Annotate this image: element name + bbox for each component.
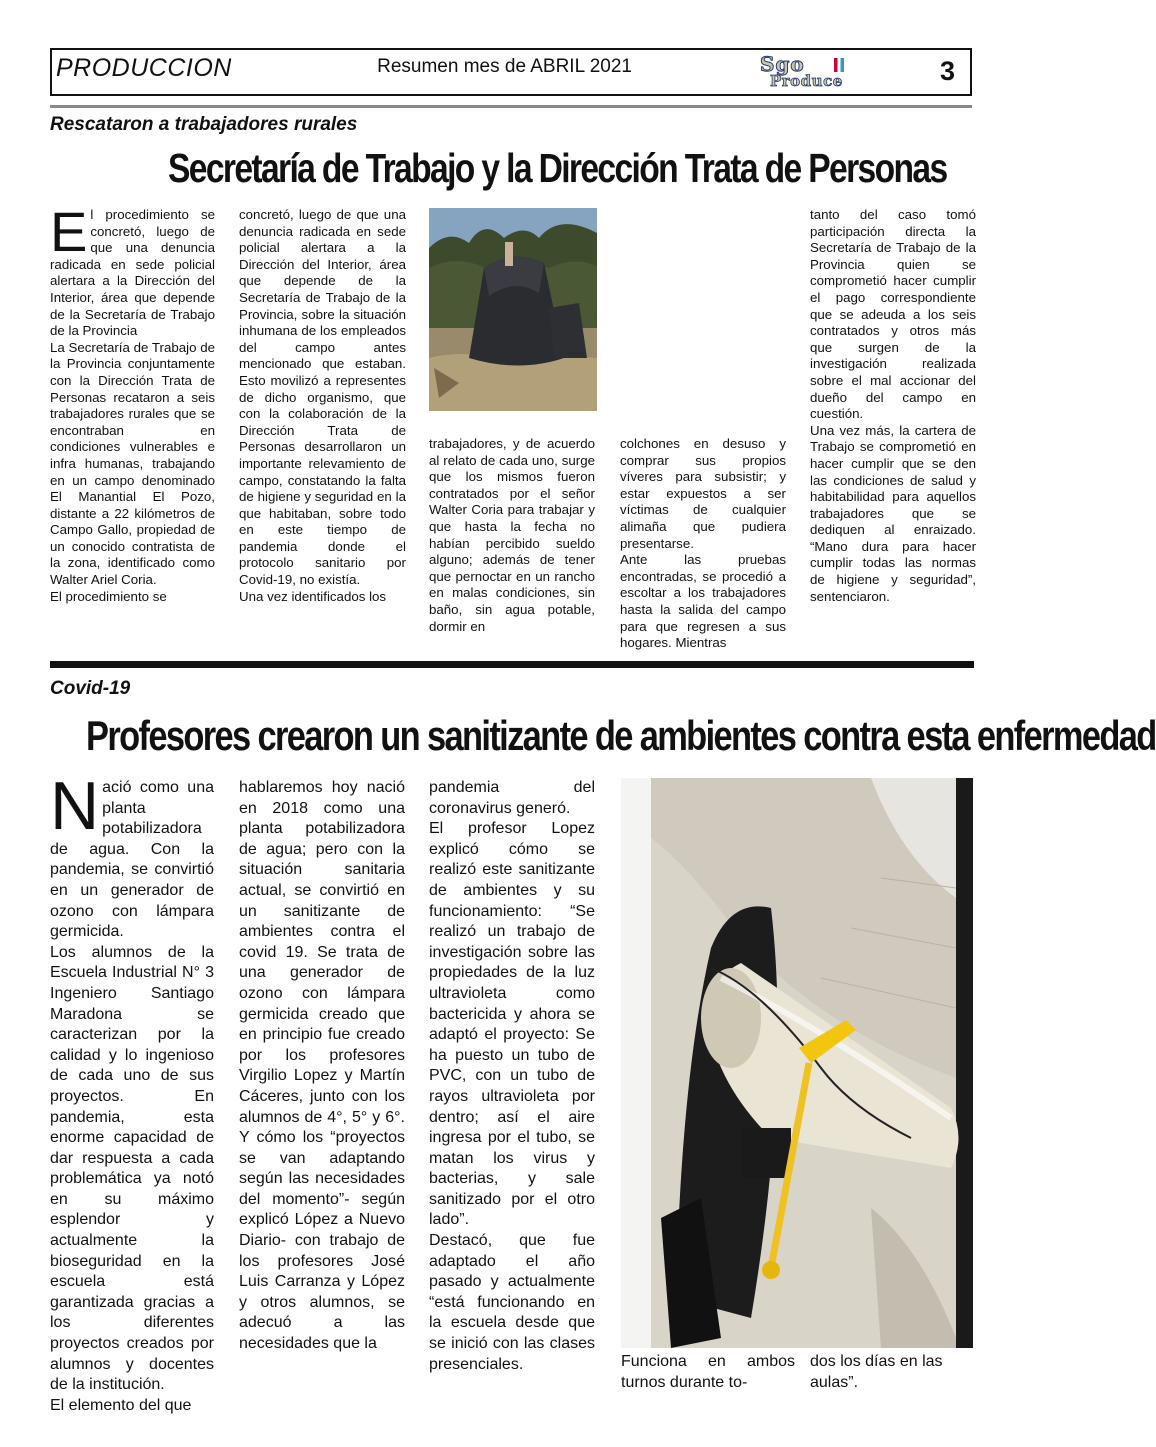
- paragraph: hablaremos hoy nació en 2018 como una planta potabilizadora de agua; pero con la situación sanitaria actual, se convirtió en un sanitizante de ambientes contra el covid 19. Se trata de una generador de ozono con lámpara germicida creado que en principio fue creado por los profesores Virgilio Lopez y Martín Cáceres, junto con los alumnos de 4°, 5° y 6°. Y cómo los “proyectos se van adaptando según las necesidades del momento”- según explicó López a Nuevo Diario- con trabajo de los profesores José Luis Carranza y López y otros alumnos, se adecuó a las necesidades que la: [239, 779, 405, 1353]
- paragraph: El procedimiento se: [50, 588, 167, 604]
- paragraph: Una vez identificados los: [239, 588, 387, 604]
- paragraph: Destacó, que fue adaptado el año pasado y actualmente “está funcionando en la escuela desde que se inició con las clases presenciales.: [429, 1232, 595, 1373]
- paragraph: La Secretaría de Trabajo de la Provincia conjuntamente con la Dirección Trata de Personas recataron a seis trabajadores rurales que se encontraban en condiciones vulnerables e infra humanas, trabajando en un campo denominado El Manantial El Pozo, distante a 22 kilómetros de Campo Gallo, propiedad de un conocido contratista de la zona, identificado como Walter Ariel Coria.: [50, 339, 215, 588]
- paragraph: El elemento del que: [50, 1396, 192, 1414]
- article1-column-5: [810, 207, 976, 605]
- paragraph: l procedimiento se concretó, luego de que una denuncia radicada en sede policial alertara a la Dirección del Interior, área que depende de la Secretaría de Trabajo de la Provincia: [50, 207, 215, 339]
- article2-column-1: [50, 768, 214, 1416]
- article2-headline: Profesores crearon un sanitizante de ambientes contra esta enfermedad: [86, 712, 1156, 759]
- article2-photo: [621, 778, 973, 1348]
- article1-photo: [429, 208, 597, 411]
- paragraph: trabajadores, y de acuerdo al relato de cada uno, surge que los mismos fueron contratados por el señor Walter Coria para trabajar y que hasta la fecha no habían percibido sueldo alguno; además de tener que pernoctar en un rancho en malas condiciones, sin baño, sin agua potable, dormir en: [429, 436, 595, 634]
- article-divider: [50, 661, 974, 668]
- paragraph: El profesor Lopez explicó cómo se realizó este sanitizante de ambientes y su funcionamiento: “Se realizó un trabajo de investigación sobre las propiedades de la luz ultravioleta como bactericida y ahora se adaptó el proyecto: Se ha puesto un tubo de PVC, con un tubo de rayos ultravioleta por dentro; así el aire ingresa por el tubo, se matan los virus y bacterias, y sale sanitizado por el otro lado”.: [429, 820, 595, 1229]
- logo-bottom-text: Produce: [770, 72, 843, 90]
- rural-camp-photo: [429, 208, 597, 411]
- paragraph: Los alumnos de la Escuela Industrial N° 3 Ingeniero Santiago Maradona se caracterizan por la calidad y lo ingenioso de cada uno de sus proyectos. En pandemia, esta enorme capacidad de dar respuesta a cada problemática ya notó en su máximo esplendor y actualmente la bioseguridad en la escuela está garantizada gracias a los diferentes proyectos creados por alumnos y docentes de la institución.: [50, 943, 214, 1394]
- section-title: PRODUCCION: [56, 54, 232, 82]
- article2-kicker: Covid-19: [50, 678, 131, 699]
- issue-date: Resumen mes de ABRIL 2021: [377, 56, 632, 77]
- photo-caption: Funciona en ambos turnos durante to-: [621, 1353, 795, 1391]
- page-number: 3: [940, 56, 956, 86]
- article1-column-3: [429, 436, 595, 635]
- paragraph: Ante las pruebas encontradas, se procedió a escoltar a los trabajadores hasta la salida del campo para que regresen a sus hogares. Mientras: [620, 552, 786, 651]
- drop-cap: E: [50, 200, 88, 263]
- article1-kicker: Rescataron a trabajadores rurales: [50, 114, 358, 135]
- paragraph: Una vez más, la cartera de Trabajo se comprometió en hacer cumplir que se den las condiciones de salud y habitabilidad para aquellos trabajadores que se dediquen al enraizado. “Mano dura para hacer cumplir todas las normas de higiene y seguridad”, sentenciaron.: [810, 422, 976, 604]
- paragraph: tanto del caso tomó participación directa la Secretaría de Trabajo de la Provincia quien se comprometió hacer cumplir el pago correspondiente que se adeuda a los seis contratados y otros más que surgen de la investigación realizada sobre el mal accionar del dueño del campo en cuestión.: [810, 207, 976, 422]
- article1-column-1: [50, 200, 215, 605]
- paragraph: concretó, luego de que una denuncia radicada en sede policial alertara a la Dirección del Interior, área que depende de la Secretaría de Trabajo de la Provincia, sobre la situación inhumana de los empleados del campo antes mencionado que estaban. Esto movilizó a representes de dicho organismo, que con la colaboración de la Dirección Trata de Personas desarrollaron un importante relevamiento de campo, constatando la falta de higiene y seguridad en la que habitaban, sobre todo en este tiempo de pandemia donde el protocolo sanitario por Covid-19, no existía.: [239, 207, 406, 588]
- article1-column-2: [239, 207, 406, 605]
- drop-cap: N: [50, 768, 100, 844]
- article1-headline: Secretaría de Trabajo y la Dirección Trata de Personas: [168, 145, 947, 191]
- flag-icon: [834, 58, 844, 72]
- article2-column-2: [239, 778, 405, 1355]
- photo-caption-continued: dos los días en las aulas”.: [810, 1353, 943, 1391]
- article1-column-4: [620, 436, 786, 652]
- logo-top-text: Sgo: [760, 52, 805, 76]
- paragraph: pandemia del coronavirus generó.: [429, 779, 595, 817]
- paragraph: ació como una planta potabilizadora de agua. Con la pandemia, se convirtió en un generador de ozono con lámpara germicida.: [50, 779, 214, 941]
- paragraph: colchones en desuso y comprar sus propios víveres para subsistir; y estar expuestos a ser víctimas de cualquier alimaña que pudiera presentarse.: [620, 436, 786, 551]
- header-divider: [50, 105, 972, 108]
- sanitizer-device-photo: [621, 778, 973, 1348]
- article2-column-3: [429, 778, 595, 1375]
- publication-logo: [752, 50, 902, 94]
